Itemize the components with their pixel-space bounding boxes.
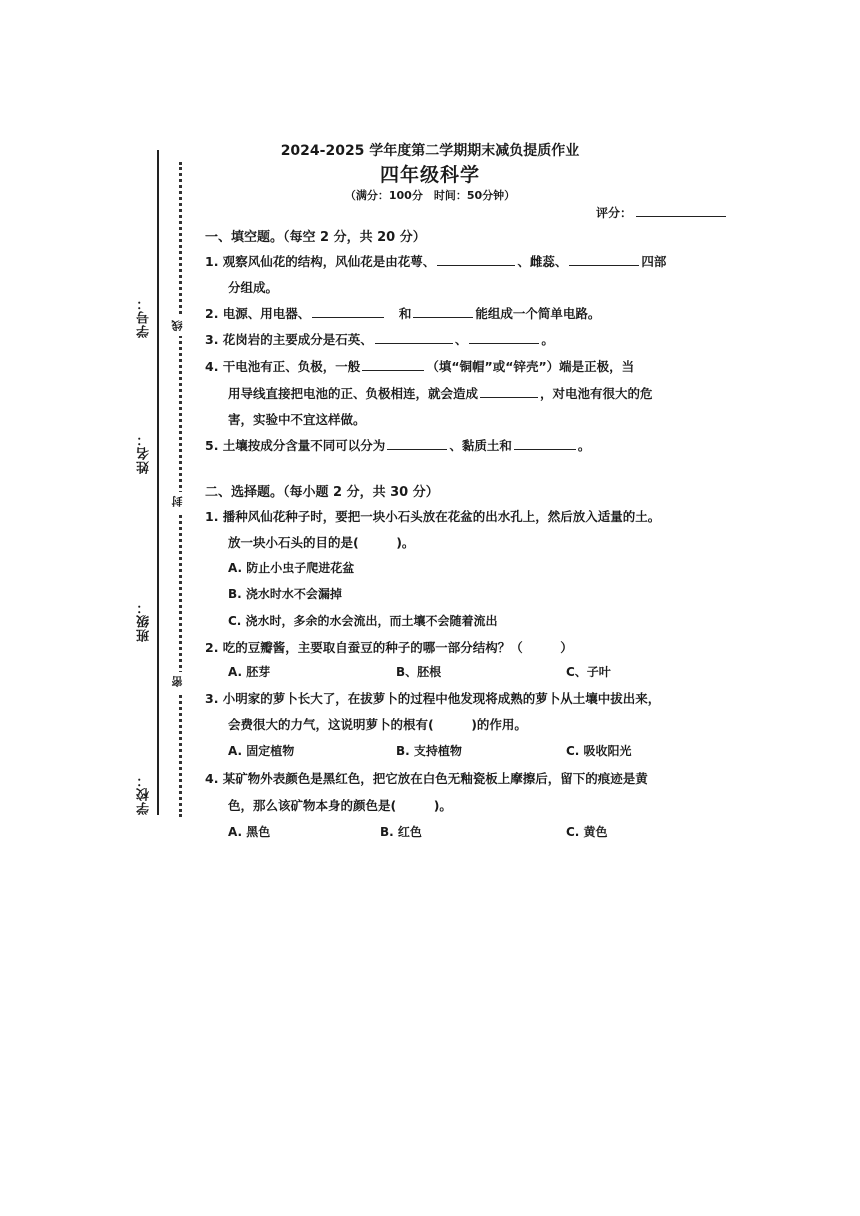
s1-q3-text-c: 。 — [541, 332, 554, 347]
s2-q4-line1: 4. 某矿物外表颜色是黑红色，把它放在白色无釉瓷板上摩擦后，留下的痕迹是黄 — [205, 771, 648, 786]
s2-q1-line1: 1. 播种风仙花种子时，要把一块小石头放在花盆的出水孔上，然后放入适量的土。 — [205, 509, 661, 524]
s1-q2-line — [205, 304, 725, 322]
s1-q5-blank2[interactable] — [514, 437, 576, 450]
s1-q2-blank1[interactable] — [312, 305, 384, 318]
s1-q3-text-a: 3. 花岗岩的主要成分是石英、 — [205, 332, 373, 347]
student-number-label: 学号： — [137, 296, 152, 338]
s1-q4-line3: 害，实验中不宜这样做。 — [228, 412, 366, 427]
s2-q3-option-b[interactable]: B. 支持植物 — [396, 744, 462, 758]
s2-q4-option-a[interactable]: A. 黑色 — [228, 825, 271, 839]
s2-q1-line2: 放一块小石头的目的是( )。 — [228, 535, 415, 550]
s1-q4-blank1[interactable] — [362, 358, 424, 371]
binding-margin-line — [157, 150, 159, 815]
section2-heading: 二、选择题。（每小题 2 分，共 30 分） — [205, 485, 439, 500]
s2-q2-option-c[interactable]: C、子叶 — [566, 665, 611, 679]
s1-q2-text-c: 能组成一个简单电路。 — [475, 306, 601, 321]
s1-q4-text-b: （填“铜帽”或“锌壳”）端是正极，当 — [426, 359, 635, 374]
seal-dotted-line — [179, 162, 182, 817]
section1-heading: 一、填空题。（每空 2 分，共 20 分） — [205, 230, 426, 245]
s1-q5-line — [205, 436, 725, 454]
s1-q4-line2 — [228, 384, 748, 402]
s1-q4-text-c: 用导线直接把电池的正、负极相连，就会造成 — [228, 386, 479, 401]
s1-q4-text-d: ，对电池有很大的危 — [540, 386, 653, 401]
s2-q4-line2: 色，那么该矿物本身的颜色是( )。 — [228, 798, 452, 813]
seal-char-line: 线 — [170, 316, 190, 336]
subject-title: 四年级科学 — [379, 164, 480, 186]
s2-q1-option-b[interactable]: B. 浇水时水不会漏掉 — [228, 587, 342, 601]
seal-char-secret: 密 — [170, 672, 190, 692]
s2-q3-line2: 会费很大的力气，这说明萝卜的根有( )的作用。 — [228, 717, 527, 732]
s2-q1-option-c[interactable]: C. 浇水时，多余的水会流出，而土壤不会随着流出 — [228, 614, 498, 628]
exam-meta: （满分：100分 时间：50分钟） — [344, 189, 516, 202]
seal-char-seal: 封 — [170, 492, 190, 512]
s1-q1-line1 — [205, 252, 725, 270]
s1-q1-text-a: 1. 观察风仙花的结构，风仙花是由花萼、 — [205, 254, 436, 269]
s2-q3-option-a[interactable]: A. 固定植物 — [228, 744, 295, 758]
s1-q3-line — [205, 330, 725, 348]
s1-q5-blank1[interactable] — [387, 437, 447, 450]
class-label: 班级： — [137, 600, 152, 642]
s1-q2-blank2[interactable] — [413, 305, 473, 318]
score-label: 评分： — [596, 206, 633, 220]
s1-q3-blank2[interactable] — [469, 331, 539, 344]
s1-q1-text-b: 、雌蕊、 — [517, 254, 568, 269]
s1-q2-text-b: 和 — [398, 306, 412, 321]
s1-q5-text-b: 、黏质土和 — [449, 438, 512, 453]
s1-q3-blank1[interactable] — [375, 331, 453, 344]
s2-q1-option-a[interactable]: A. 防止小虫子爬进花盆 — [228, 561, 355, 575]
s2-q2-option-b[interactable]: B、胚根 — [396, 665, 442, 679]
s2-q3-option-c[interactable]: C. 吸收阳光 — [566, 744, 632, 758]
s1-q3-text-b: 、 — [454, 332, 468, 347]
school-label: 学校： — [137, 773, 152, 815]
exam-title: 2024-2025 学年度第二学期期末减负提质作业 — [280, 143, 580, 159]
s1-q5-text-a: 5. 土壤按成分含量不同可以分为 — [205, 438, 386, 453]
s2-q2-option-a[interactable]: A. 胚芽 — [228, 665, 271, 679]
s1-q1-blank1[interactable] — [437, 253, 515, 266]
s1-q2-text-a: 2. 电源、用电器、 — [205, 306, 311, 321]
s2-q2-line: 2. 吃的豆瓣酱，主要取自蚕豆的种子的哪一部分结构？（ ） — [205, 640, 573, 655]
score-field — [596, 204, 726, 221]
s1-q5-text-c: 。 — [577, 438, 591, 453]
s1-q4-line1 — [205, 357, 725, 375]
s1-q1-line2: 分组成。 — [228, 280, 279, 295]
s1-q1-text-c: 四部 — [641, 254, 667, 269]
s2-q3-line1: 3. 小明家的萝卜长大了，在拔萝卜的过程中他发现将成熟的萝卜从土壤中拔出来， — [205, 691, 661, 706]
s1-q4-blank2[interactable] — [480, 385, 538, 398]
s1-q4-text-a: 4. 干电池有正、负极，一般 — [205, 359, 361, 374]
score-blank[interactable] — [636, 204, 726, 217]
s1-q1-blank2[interactable] — [569, 253, 639, 266]
s2-q4-option-c[interactable]: C. 黄色 — [566, 825, 608, 839]
s2-q4-option-b[interactable]: B. 红色 — [380, 825, 422, 839]
name-label: 姓名： — [137, 432, 152, 474]
